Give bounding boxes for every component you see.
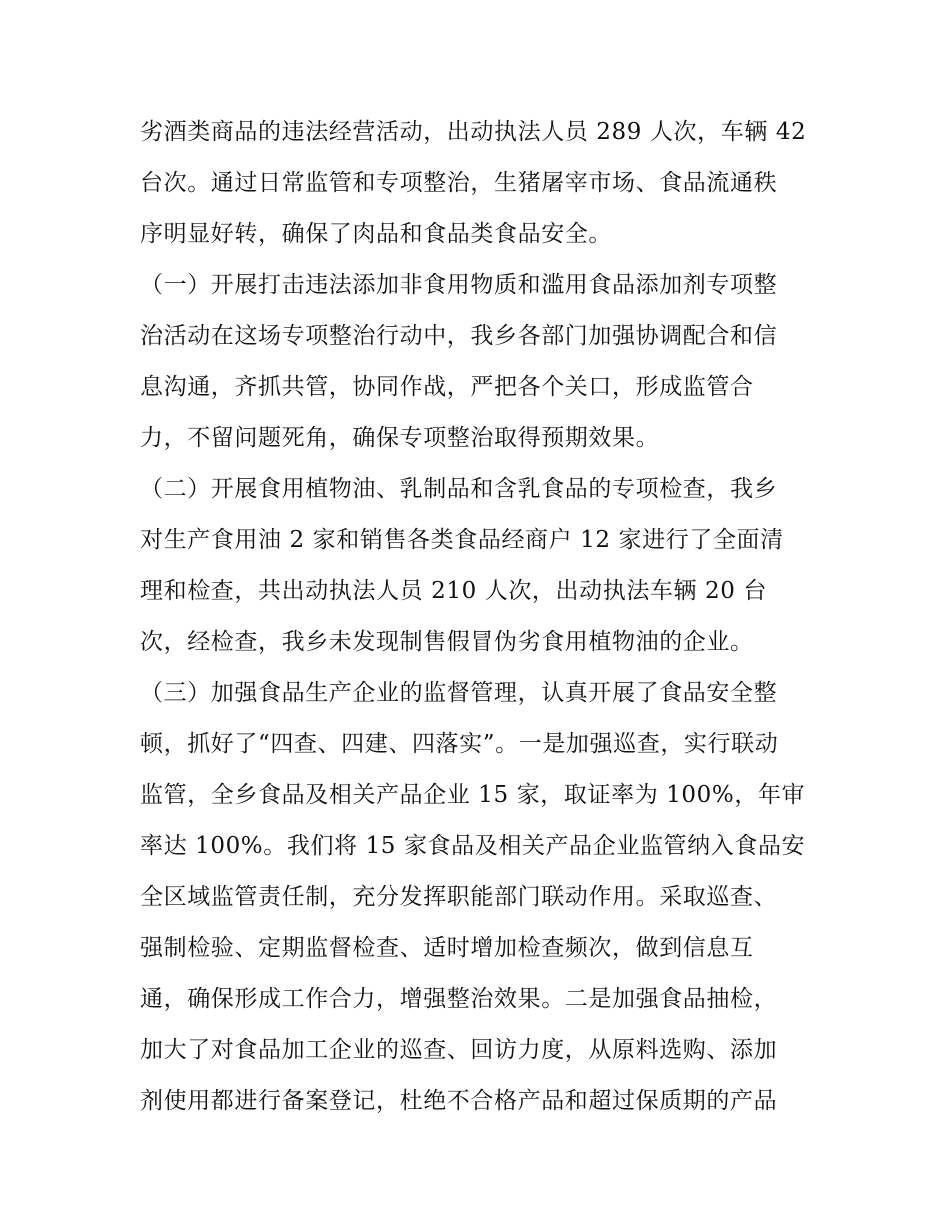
text-line: 剂使用都进行备案登记，杜绝不合格产品和超过保质期的产品 [140,1088,778,1114]
text-line: （一）开展打击违法添加非食用物质和滥用食品添加剂专项整 [140,272,778,298]
text-line: 全区域监管责任制，充分发挥职能部门联动作用。采取巡查、 [140,884,778,910]
text-line: 监管，全乡食品及相关产品企业 15 家，取证率为 100%，年审 [140,782,806,808]
text-line: 劣酒类商品的违法经营活动，出动执法人员 289 人次，车辆 42 [140,119,807,145]
text-line: 强制检验、定期监督检查、适时增加检查频次，做到信息互 [140,935,754,961]
text-line: （二）开展食用植物油、乳制品和含乳食品的专项检查，我乡 [140,476,778,502]
text-line: 对生产食用油 2 家和销售各类食品经商户 12 家进行了全面清 [140,527,784,553]
text-line: 理和检查，共出动执法人员 210 人次，出动执法车辆 20 台 [140,578,768,604]
text-line: 通，确保形成工作合力，增强整治效果。二是加强食品抽检， [140,986,778,1012]
text-line: 次，经检查，我乡未发现制售假冒伪劣食用植物油的企业。 [140,629,754,655]
text-line: 治活动在这场专项整治行动中，我乡各部门加强协调配合和信 [140,323,778,349]
text-line: 序明显好转，确保了肉品和食品类食品安全。 [140,221,612,247]
body-text [140,107,820,1127]
text-line: 息沟通，齐抓共管，协同作战，严把各个关口，形成监管合 [140,374,754,400]
text-line: 力，不留问题死角，确保专项整治取得预期效果。 [140,425,660,451]
text-line: 台次。通过日常监管和专项整治，生猪屠宰市场、食品流通秩 [140,170,778,196]
text-line: 加大了对食品加工企业的巡查、回访力度，从原料选购、添加 [140,1037,778,1063]
text-line: （三）加强食品生产企业的监督管理，认真开展了食品安全整 [140,680,778,706]
text-line: 率达 100%。我们将 15 家食品及相关产品企业监管纳入食品安 [140,833,806,859]
text-line: 顿，抓好了“四查、四建、四落实”。一是加强巡查，实行联动 [140,731,779,757]
